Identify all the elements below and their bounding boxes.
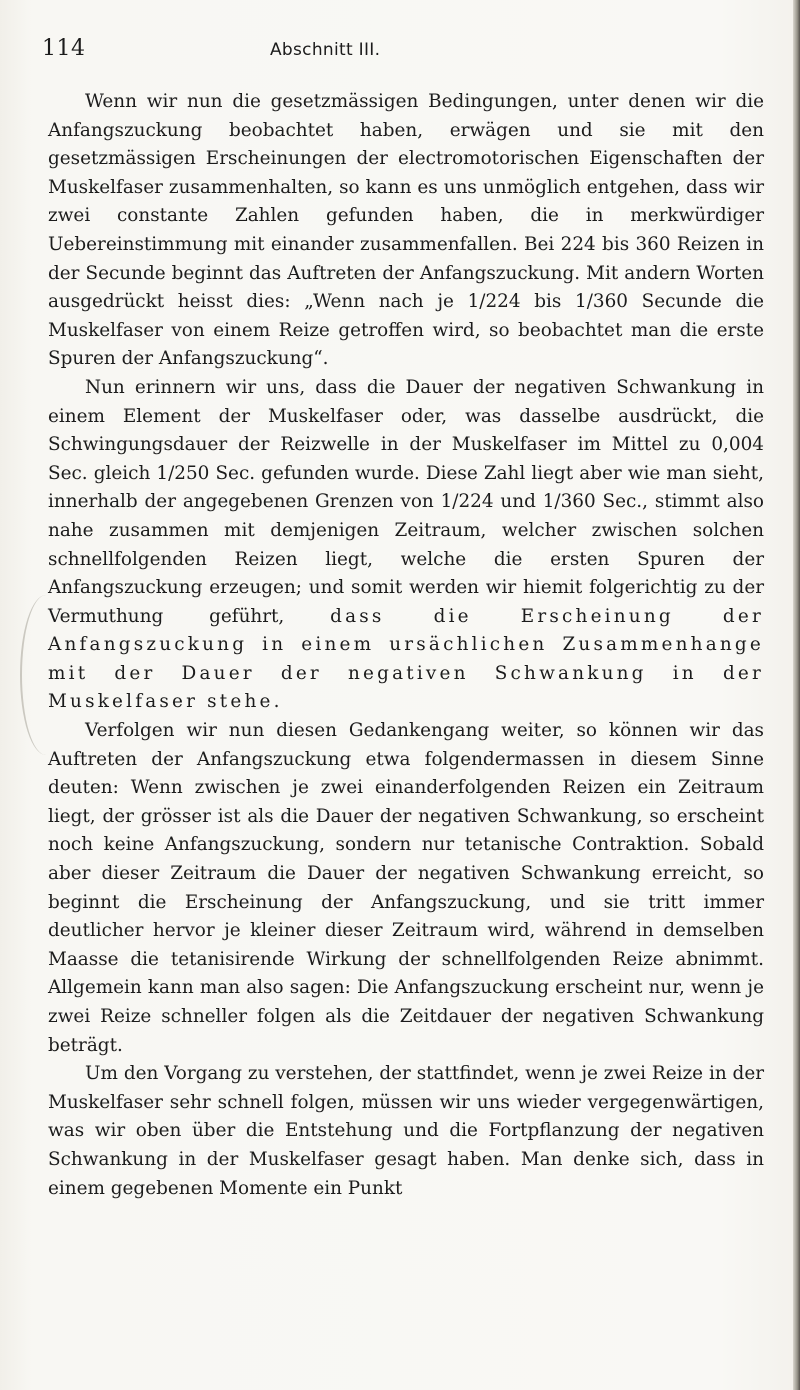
running-head: Abschnitt III. <box>270 40 381 60</box>
paragraph-1-text: Wenn wir nun die gesetzmässigen Bedingungen, unter denen wir die Anfangszuckung beobachtet haben, erwägen und sie mit den gesetzmässigen Erscheinungen der electromotorischen Eigenschaften der Muskelfaser zusammenhalten, so kann es uns unmöglich entgehen, dass wir zwei constante Zahlen gefunden haben, die in merkwürdiger Uebereinstimmung mit einander zusammenfallen. Bei 224 bis 360 Reizen in der Secunde beginnt das Auftreten der Anfangszuckung. Mit andern Worten ausgedrückt heisst dies: „Wenn nach je 1/224 bis 1/360 Secunde die Muskelfaser von einem Reize getroffen wird, so beobachtet man die erste Spuren der Anfangszuckung“. <box>48 91 764 370</box>
paragraph-2-text: Nun erinnern wir uns, dass die Dauer der negativen Schwankung in einem Element der Muskelfaser oder, was dasselbe ausdrückt, die Schwingungsdauer der Reizwelle in der Muskelfaser im Mittel zu 0,004 Sec. gleich 1/250 Sec. gefunden wurde. Diese Zahl liegt aber wie man sieht, innerhalb der angegebenen Grenzen von 1/224 und 1/360 Sec., stimmt also nahe zusammen mit demjenigen Zeitraum, welcher zwischen solchen schnellfolgenden Reizen liegt, welche die ersten Spuren der Anfangszuckung erzeugen; und somit werden wir hiemit folgerichtig zu der Vermuthung geführt, <box>48 376 764 627</box>
paragraph-3 <box>48 717 764 1060</box>
paragraph-2 <box>48 374 764 717</box>
body-text <box>48 88 764 1203</box>
paragraph-3-text: Verfolgen wir nun diesen Gedankengang weiter, so können wir das Auftreten der Anfangszuckung etwa folgendermassen in diesem Sinne deuten: Wenn zwischen je zwei einanderfolgenden Reizen ein Zeitraum liegt, der grösser ist als die Dauer der negativen Schwankung, so erscheint noch keine Anfangszuckung, sondern nur tetanische Contraktion. Sobald aber dieser Zeitraum die Dauer der negativen Schwankung erreicht, so beginnt die Erscheinung der Anfangszuckung, und sie tritt immer deutlicher hervor je kleiner dieser Zeitraum wird, während in demselben Maasse die tetanisirende Wirkung der schnellfolgenden Reize abnimmt. Allgemein kann man also sagen: Die Anfangszuckung erscheint nur, wenn je zwei Reize schneller folgen als die Zeitdauer der negativen Schwankung beträgt. <box>48 720 764 1056</box>
paragraph-1 <box>48 88 764 374</box>
paragraph-4-text: Um den Vorgang zu verstehen, der stattfindet, wenn je zwei Reize in der Muskelfaser sehr schnell folgen, müssen wir uns wieder vergegenwärtigen, was wir oben über die Entstehung und die Fortpflanzung der negativen Schwankung in der Muskelfaser gesagt haben. Man denke sich, dass in einem gegebenen Momente ein Punkt <box>48 1063 764 1199</box>
margin-pencil-mark <box>20 595 46 755</box>
page-number: 114 <box>42 36 86 61</box>
page-header <box>42 36 742 66</box>
page-edge-shadow <box>793 0 800 1390</box>
paragraph-2-emphasis: dass die Erscheinung der Anfangszuckung in einem ursächlichen Zusammenhange mit der Dauer der negativen Schwankung in der Muskelfaser stehe. <box>48 605 764 713</box>
paragraph-4 <box>48 1060 764 1203</box>
